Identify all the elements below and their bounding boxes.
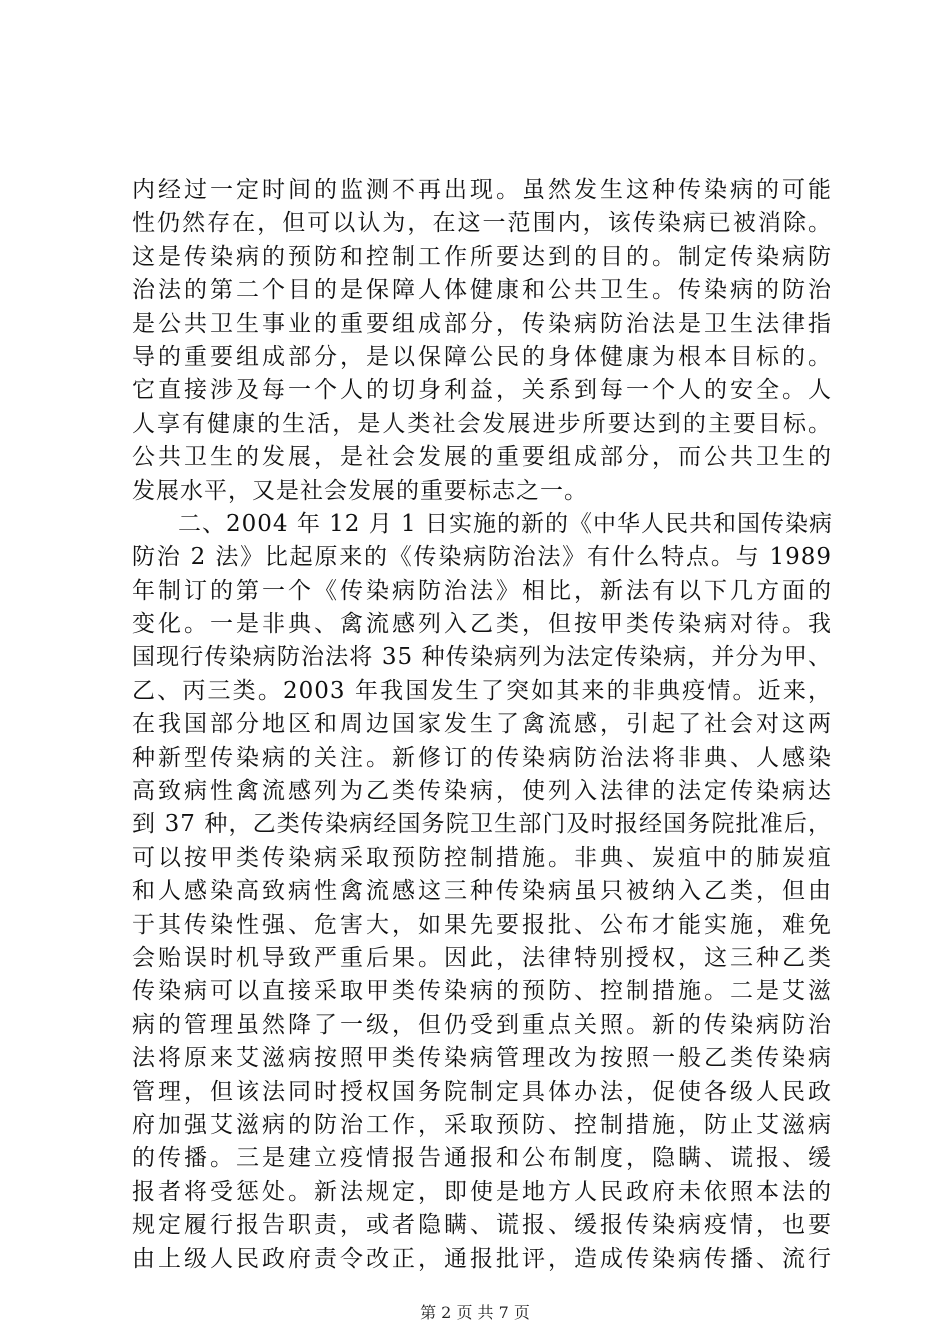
text-line: 年制订的第一个《传染病防治法》相比，新法有以下几方面的 [132,577,832,604]
body-text [132,174,832,1276]
text-line: 府加强艾滋病的防治工作，采取预防、控制措施，防止艾滋病 [132,1111,832,1138]
text-line: 防治 2 法》比起原来的《传染病防治法》有什么特点。与 1989 [132,544,832,571]
text-line: 国现行传染病防治法将 35 种传染病列为法定传染病，并分为甲、 [132,644,832,671]
text-line: 传染病可以直接采取甲类传染病的预防、控制措施。二是艾滋 [132,978,832,1005]
text-line: 种新型传染病的关注。新修订的传染病防治法将非典、人感染 [132,744,832,771]
page-number-footer: 第 2 页 共 7 页 [420,1303,530,1322]
text-line: 病的管理虽然降了一级，但仍受到重点关照。新的传染病防治 [132,1011,832,1038]
text-line: 报者将受惩处。新法规定，即使是地方人民政府未依照本法的 [132,1178,832,1205]
text-line: 会贻误时机导致严重后果。因此，法律特别授权，这三种乙类 [132,944,832,971]
text-line: 导的重要组成部分，是以保障公民的身体健康为根本目标的。 [132,343,832,370]
text-line: 人享有健康的生活，是人类社会发展进步所要达到的主要目标。 [132,410,832,437]
text-line: 的传播。三是建立疫情报告通报和公布制度，隐瞒、谎报、缓 [132,1145,832,1172]
text-line: 乙、丙三类。2003 年我国发生了突如其来的非典疫情。近来， [132,677,832,704]
text-line: 治法的第二个目的是保障人体健康和公共卫生。传染病的防治 [132,277,832,304]
text-line: 在我国部分地区和周边国家发生了禽流感，引起了社会对这两 [132,711,832,738]
text-line: 规定履行报告职责，或者隐瞒、谎报、缓报传染病疫情，也要 [132,1212,832,1239]
text-line: 发展水平，又是社会发展的重要标志之一。 [132,477,588,504]
text-line: 这是传染病的预防和控制工作所要达到的目的。制定传染病防 [132,243,832,270]
text-line: 由上级人民政府责令改正，通报批评，造成传染病传播、流行 [132,1245,832,1272]
text-line: 变化。一是非典、禽流感列入乙类，但按甲类传染病对待。我 [132,611,832,638]
text-line: 可以按甲类传染病采取预防控制措施。非典、炭疽中的肺炭疽 [132,844,832,871]
text-line: 和人感染高致病性禽流感这三种传染病虽只被纳入乙类，但由 [132,878,832,905]
text-line: 它直接涉及每一个人的切身利益，关系到每一个人的安全。人 [132,377,832,404]
text-line: 公共卫生的发展，是社会发展的重要组成部分，而公共卫生的 [132,444,832,471]
text-line: 法将原来艾滋病按照甲类传染病管理改为按照一般乙类传染病 [132,1045,832,1072]
text-line: 高致病性禽流感列为乙类传染病，使列入法律的法定传染病达 [132,778,832,805]
text-line: 到 37 种，乙类传染病经国务院卫生部门及时报经国务院批准后， [132,811,832,838]
paragraph-start-line: 二、2004 年 12 月 1 日实施的新的《中华人民共和国传染病 [178,510,833,537]
text-line: 性仍然存在，但可以认为，在这一范围内，该传染病已被消除。 [132,210,832,237]
text-line: 管理，但该法同时授权国务院制定具体办法，促使各级人民政 [132,1078,832,1105]
text-line: 是公共卫生事业的重要组成部分，传染病防治法是卫生法律指 [132,310,832,337]
text-line: 于其传染性强、危害大，如果先要报批、公布才能实施，难免 [132,911,832,938]
text-line: 内经过一定时间的监测不再出现。虽然发生这种传染病的可能 [132,177,832,203]
